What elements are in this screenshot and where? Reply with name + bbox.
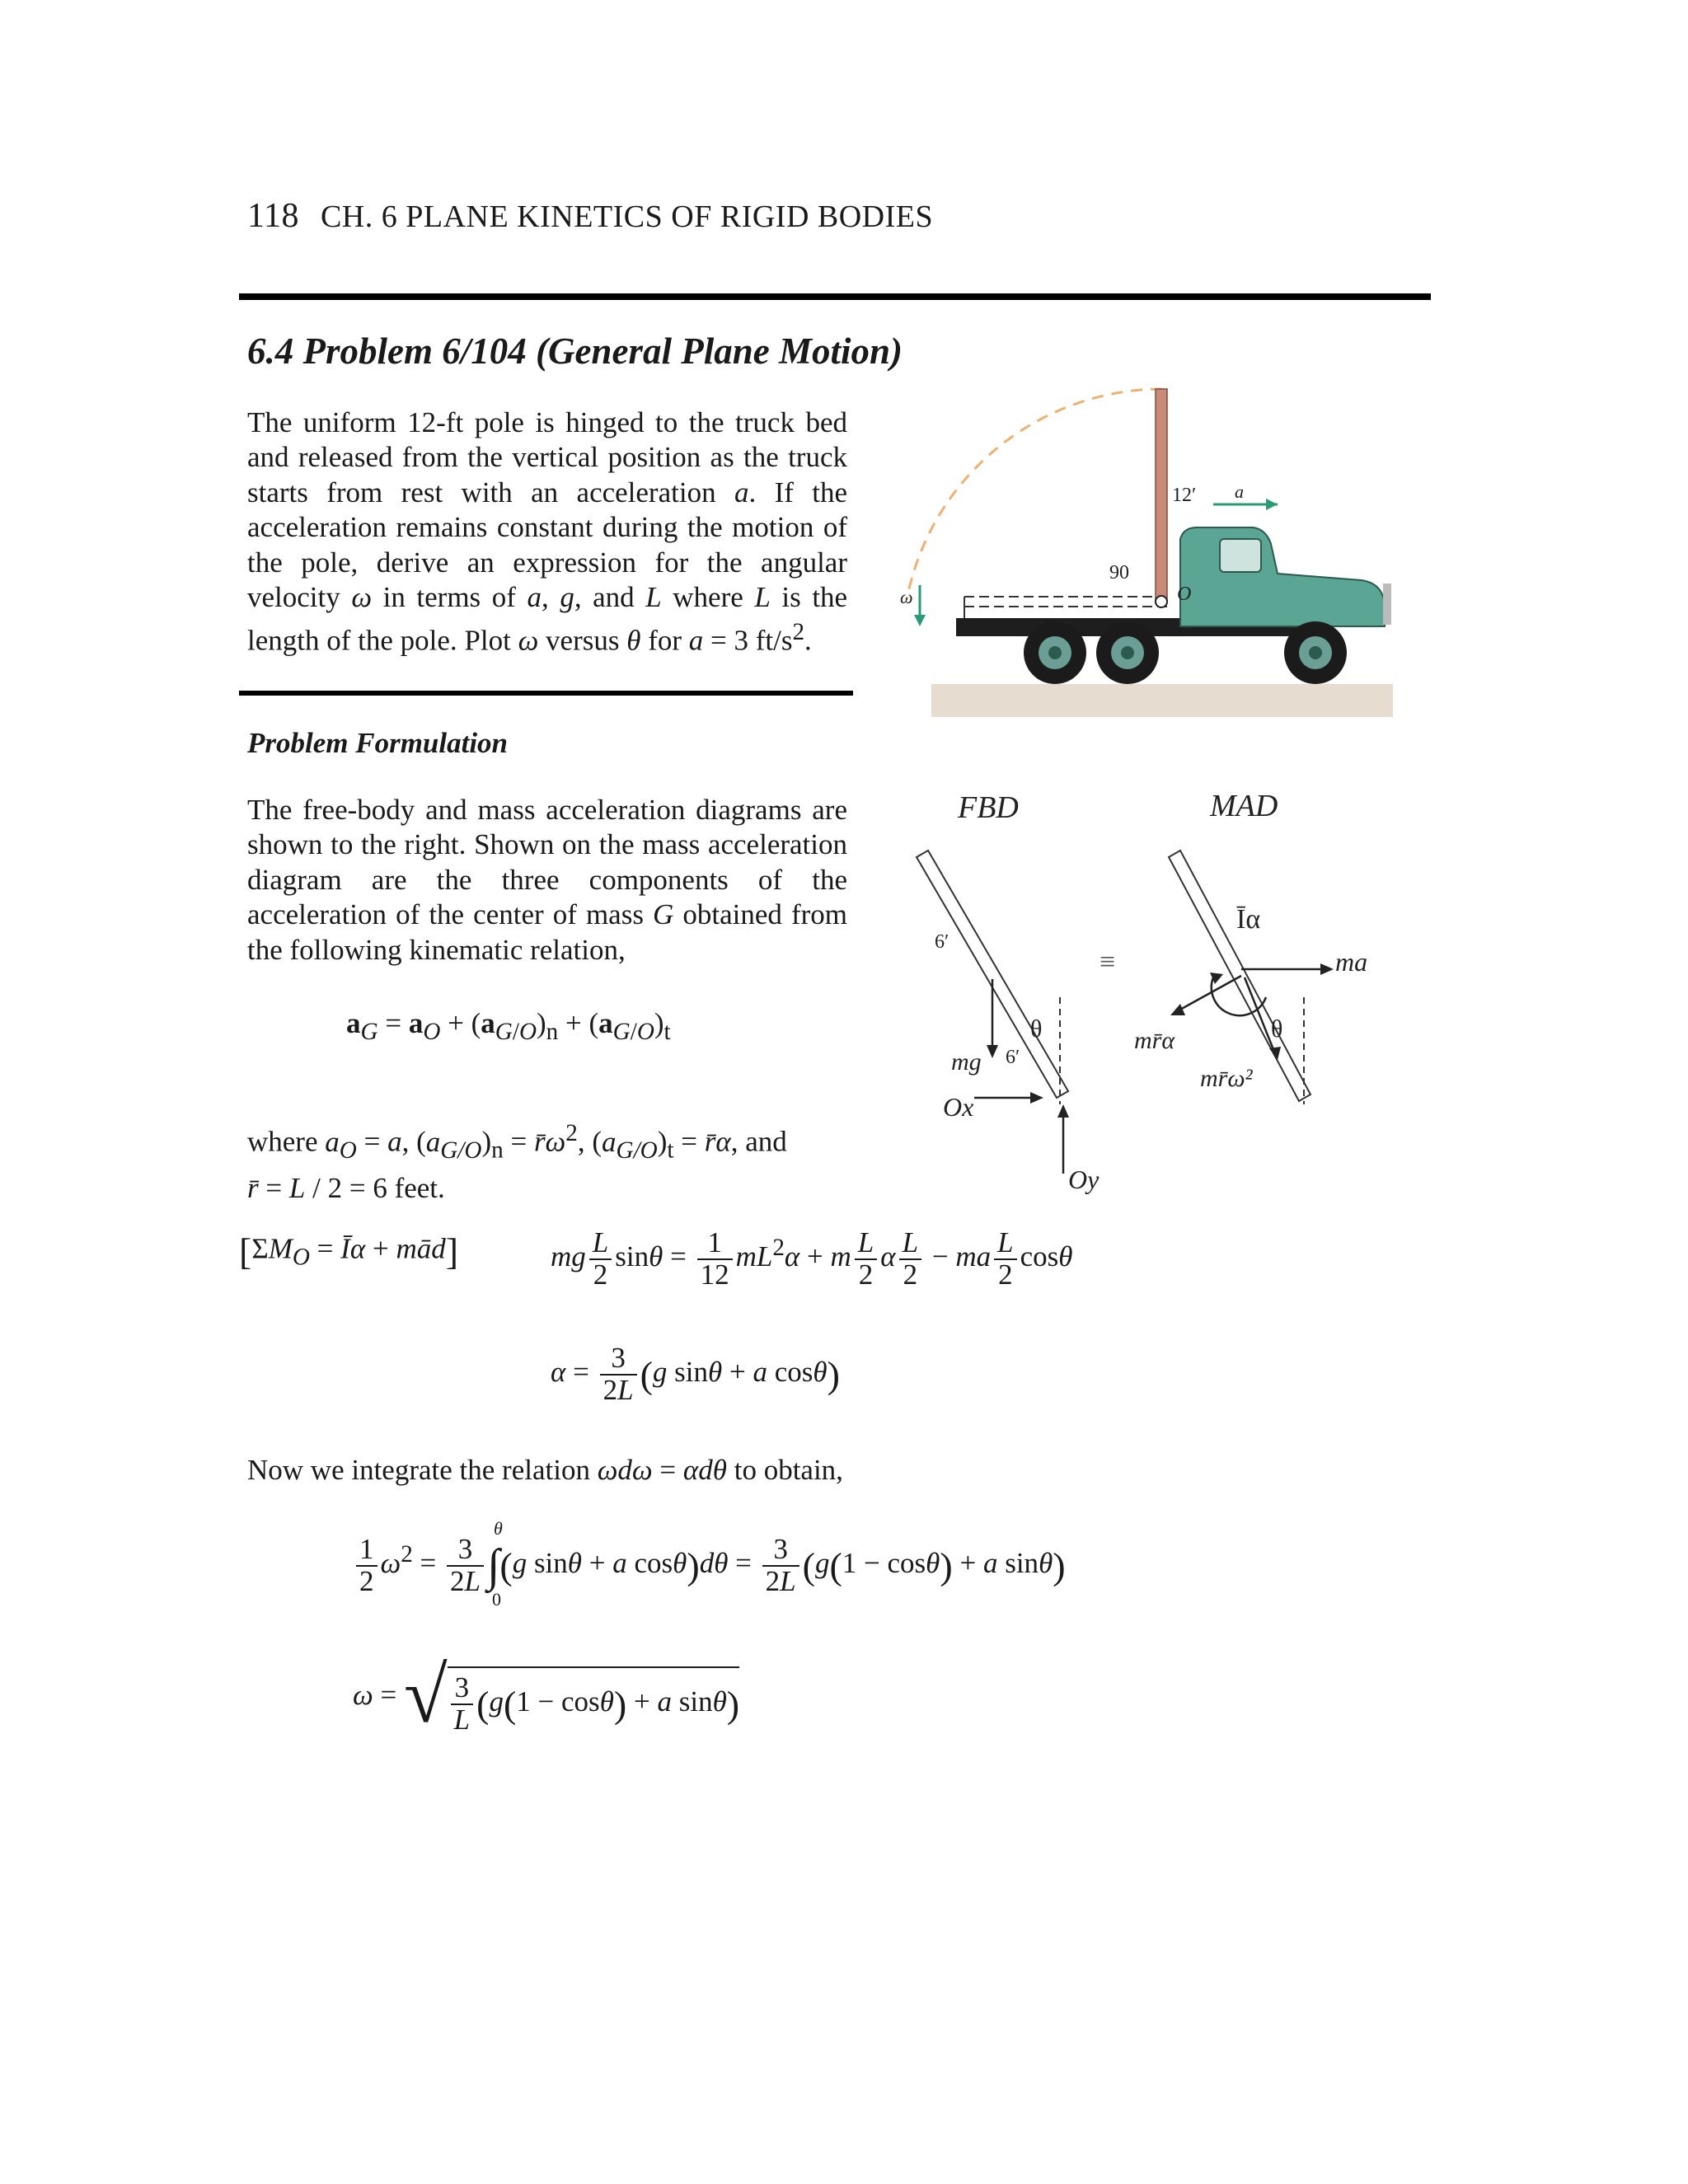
- mad-title: MAD: [1210, 789, 1278, 823]
- statement-rule: [239, 691, 853, 696]
- cab-window: [1220, 539, 1261, 572]
- weight-label: mg: [951, 1048, 982, 1076]
- omega-label: ω: [900, 587, 913, 607]
- truck-cab: [1180, 527, 1385, 626]
- mad-theta: θ: [1271, 1015, 1283, 1043]
- fbd-theta: θ: [1030, 1015, 1043, 1043]
- problem-statement: The uniform 12-ft pole is hinged to the truck bed and released from the vertical position as the truck starts from rest with an acceleration a. If the acceleration remains constant during the motion of the pole, derive an expression for the angular velocity ω in terms of a, g, and L where L is the length of the pole. Plot ω versus θ for a = 3 $ft/s^2$.: [247, 406, 848, 658]
- fbd-dim-upper: 6′: [935, 931, 950, 953]
- mr-alpha-arrow: [1179, 976, 1241, 1010]
- moment-expansion: mg $\frac{L}{2}$ sinθ = $\frac{1}{12}$ $mL^2\alpha + m$ $\frac{L}{2}$ α $\frac{L}{2}$ − ma $\frac{L}{2}$ cosθ: [551, 1226, 1073, 1291]
- truck-figure: [890, 379, 1401, 717]
- oy-label: Oy: [1068, 1165, 1100, 1194]
- fbd-dim-lower: 6′: [1006, 1047, 1020, 1068]
- alpha-equation: α = $\frac{3}{2L}$ (g sinθ + a cosθ): [551, 1342, 840, 1406]
- moment-equation: [$\Sigma M_O$ = Īα + mād]: [239, 1230, 459, 1272]
- feet-label: = 6 feet.: [349, 1171, 445, 1204]
- length-label: 12′: [1172, 485, 1197, 506]
- statement-text-6: versus: [546, 625, 620, 658]
- fbd-pole: [917, 851, 1068, 1098]
- kinematic-equation: $a_G = a_O + (a_{G/O})_n + (a_{G/O})_t$: [346, 1007, 671, 1045]
- mr-omega-label: mr̄ω²: [1200, 1065, 1253, 1092]
- integrate-text-end: to obtain,: [734, 1454, 843, 1486]
- wheel-front: [1284, 621, 1347, 684]
- hinge: [1156, 596, 1167, 607]
- equivalence-sign: ≡: [1100, 947, 1116, 977]
- wheel-rear-2: [1096, 621, 1159, 684]
- integrate-statement: Now we integrate the relation ωdω = αdθ to obtain,: [247, 1454, 843, 1486]
- accel-label: a: [1235, 481, 1244, 502]
- i-alpha-label: Īα: [1236, 904, 1261, 935]
- omega-equation: ω = √ $\frac{3}{L}$ (g(1 − cosθ) + a sinθ): [353, 1650, 740, 1739]
- statement-text-5: is the length of the pole. Plot: [247, 581, 848, 658]
- formulation-paragraph: The free-body and mass acceleration diagrams are shown to the right. Shown on the mass acceleration diagram are the three components of the acceleration of the center of mass G obtained from the following kinematic relation,: [247, 794, 848, 966]
- statement-text-8: = 3 ft/s: [710, 625, 793, 658]
- section-title: 6.4 Problem 6/104 (General Plane Motion): [247, 330, 903, 372]
- statement-text-7: for: [648, 625, 682, 658]
- statement-text-3: in terms of: [382, 581, 516, 614]
- statement-text-4: where: [673, 581, 743, 614]
- fbd-title: FBD: [958, 790, 1019, 825]
- where-label: where: [247, 1125, 318, 1158]
- page-number: 118: [247, 197, 299, 235]
- integral-equation: $\frac{1}{2}$ $\omega^2$ = $\frac{3}{2L}$ ∫ θ 0 (g sinθ + a cosθ)dθ = $\frac{3}{2L}$ (g(1 − cosθ) + a sinθ): [353, 1535, 1066, 1597]
- integrate-text: Now we integrate the relation: [247, 1454, 590, 1486]
- pole: [1156, 389, 1167, 603]
- running-header: [247, 196, 933, 236]
- ground: [931, 684, 1393, 717]
- chapter-title: CH. 6 PLANE KINETICS OF RIGID BODIES: [320, 199, 934, 234]
- angle-label: 90: [1109, 562, 1129, 583]
- fbd-mad-figure: [898, 775, 1426, 1203]
- mr-alpha-label: mr̄α: [1134, 1027, 1175, 1054]
- header-rule: [239, 293, 1431, 300]
- wheel-rear-1: [1024, 621, 1086, 684]
- where-statement: where $a_O = a$, $(a_{G/O})_n$ = $r̄\omega^2$, $(a_{G/O})_t$ = r̄α, and r̄ = L / 2 = 6 feet.: [247, 1120, 787, 1204]
- ox-label: Ox: [943, 1092, 974, 1122]
- statement-text-2: . If the acceleration remains constant during the motion of the pole, derive an expression for the angular velocity: [247, 476, 848, 614]
- statement-text-1: The uniform 12-ft pole is hinged to the truck bed and released from the vertical position as the truck starts from rest with an acceleration: [247, 406, 847, 509]
- formulation-text: The free-body and mass acceleration diagrams are shown to the right. Shown on the mass acceleration diagram are the three components of the acceleration of the center of mass: [247, 794, 847, 931]
- pivot-label: O: [1177, 583, 1192, 605]
- formulation-text-end: obtained from the following kinematic relation,: [247, 898, 848, 966]
- formulation-heading: Problem Formulation: [247, 727, 509, 759]
- ma-label: ma: [1335, 947, 1368, 977]
